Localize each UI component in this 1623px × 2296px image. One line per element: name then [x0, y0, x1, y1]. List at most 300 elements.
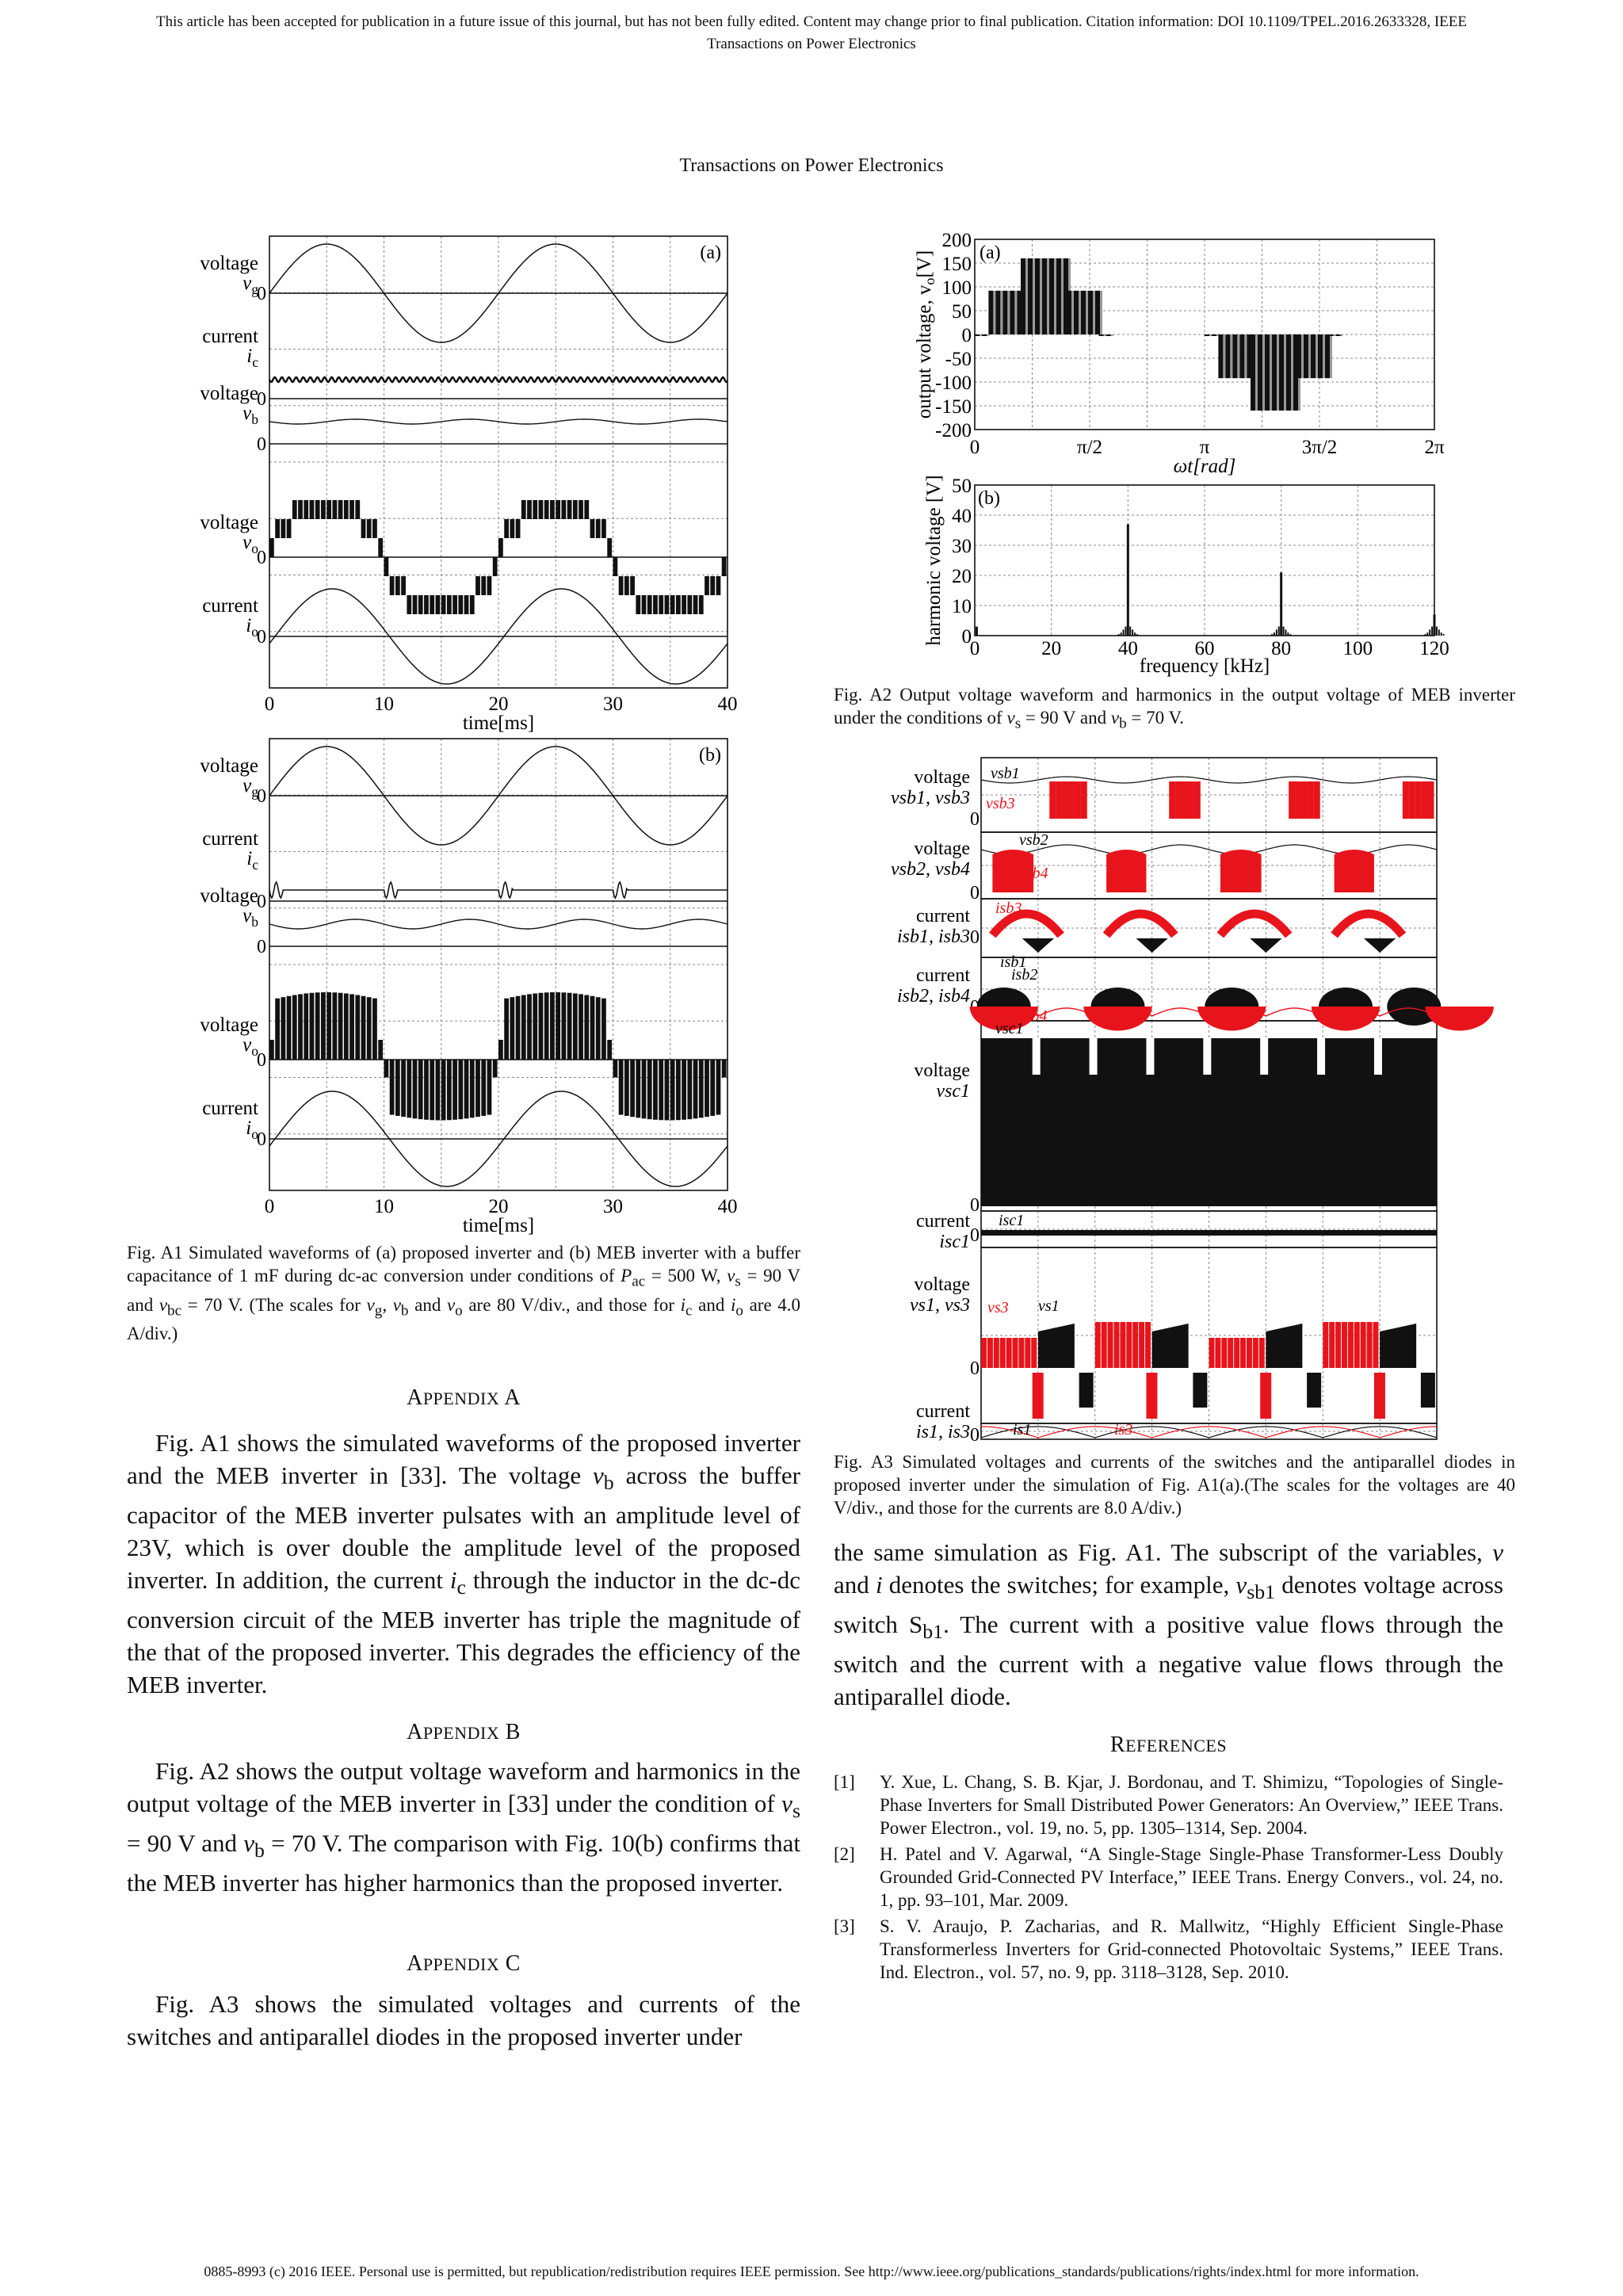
y-tick-label: 40 [952, 506, 972, 527]
caption-text: Fig. A1 Simulated waveforms of (a) proposed inverter and (b) MEB inverter with a buffer capacitance of 1 mF during dc-ac conversion under conditions of [127, 1243, 800, 1286]
a1-vo-pulse [436, 595, 441, 614]
a3-row-symbol: vs1, vs3 [910, 1295, 970, 1316]
zero-tick: 0 [970, 927, 980, 948]
a3-vs3-pulse [1113, 1322, 1119, 1368]
a2a-pulse [1212, 334, 1216, 336]
paragraph-sym: v [1492, 1538, 1503, 1566]
paragraph-text: and [834, 1571, 876, 1599]
y-tick-label: 100 [941, 277, 972, 299]
a1-vo-pulse [682, 1060, 686, 1120]
x-tick-label: 0 [264, 1196, 275, 1217]
a2a-pulse [1318, 334, 1323, 378]
figure-a2-caption [834, 683, 1515, 735]
a2a-pulse [988, 291, 993, 334]
appendix-b-paragraph [127, 1755, 800, 1899]
a1-vo-pulse [384, 1060, 389, 1078]
a1-vo-pulse [401, 1060, 406, 1117]
a2a-pulse-gap [1262, 334, 1265, 411]
a3-vs3-pulse [1139, 1322, 1144, 1368]
a1-vo-pulse [298, 994, 303, 1060]
a3-vs3-pulse [1120, 1322, 1125, 1368]
a1-row-label-symbol: $v_b$ [242, 403, 258, 427]
caption-text: = 500 W, [645, 1266, 727, 1286]
y-tick-label: 10 [952, 596, 972, 617]
a1-vo-pulse [298, 500, 303, 519]
x-axis-label: ωt[rad] [1173, 456, 1236, 477]
a2a-pulse-gap [1330, 334, 1332, 378]
a3-vsb4-block [1106, 850, 1146, 892]
a1-vo-pulse [424, 595, 429, 614]
a1-vo-pulse [269, 538, 274, 557]
y-axis-label: output voltage, $v_o[V]$ [914, 250, 938, 419]
a3-vs1-block [1266, 1324, 1302, 1368]
a2a-pulse [975, 334, 980, 336]
a1-vo-pulse [693, 1060, 698, 1118]
heading-letter: A [504, 1385, 521, 1410]
a1-row-label-quantity: current [202, 595, 258, 617]
a1-row-label-quantity: voltage [200, 885, 258, 907]
a1-row-label-symbol: $v_o$ [242, 1034, 258, 1059]
caption-text: are 4.0 A/div.) [127, 1294, 801, 1344]
paragraph-text: the same simulation as Fig. A1. The subscript of the variables, [834, 1538, 1493, 1566]
paragraph-text: Fig. A1 shows the simulated waveforms of the proposed inverter and the MEB inverter in [33]. The voltage [127, 1429, 800, 1489]
a3-vs3-pulse [1329, 1322, 1335, 1368]
a3-vs3-pulse [1132, 1322, 1138, 1368]
a1-vo-pulse [407, 1060, 411, 1117]
a1-vo-pulse [556, 992, 560, 1060]
a3-vsc1-notch [1033, 1038, 1041, 1075]
a2a-pulse [1010, 291, 1014, 334]
a1-vo-pulse [453, 1060, 457, 1120]
zero-tick: 0 [970, 883, 980, 904]
a2a-pulse [1329, 334, 1334, 336]
heading-first: A [407, 1720, 423, 1744]
a1-vo-pulse [441, 1060, 446, 1120]
paragraph-text: Fig. A2 shows the output voltage waveform and harmonics in the output voltage of the MEB inverter in [33] under the condition of [127, 1757, 800, 1817]
a2a-pulse [1265, 334, 1270, 411]
a1-vo-pulse [710, 1060, 715, 1116]
a1-vo-pulse [361, 519, 366, 538]
a1-vo-pulse [332, 992, 337, 1060]
a1-vo-pulse [601, 519, 606, 538]
a1-vo-pulse [367, 997, 372, 1060]
a1-vo-pulse [475, 1060, 480, 1117]
reference-number: [3] [834, 1916, 855, 1936]
a3-isb3-arc [1335, 914, 1403, 935]
paragraph-sub: sb1 [1247, 1580, 1276, 1604]
a1-vo-pulse [533, 500, 537, 519]
a1-vo-pulse [653, 1060, 658, 1120]
a3-vs3-pulse [1228, 1338, 1233, 1368]
x-tick-label: 80 [1271, 638, 1292, 659]
caption-text: = 70 V. [1126, 708, 1184, 728]
a3-isb1-pulse [1250, 938, 1281, 953]
caption-sub: g [374, 1302, 383, 1320]
a1-vo-pulse [418, 1060, 423, 1119]
a2a-pulse [1205, 334, 1209, 336]
caption-sym: P [621, 1266, 632, 1286]
figure-a2-panel-b [923, 475, 1449, 677]
a1-vo-pulse [510, 519, 514, 538]
figure-a1-panel-b [200, 739, 737, 1236]
a1-vo-pulse [281, 997, 285, 1060]
a1-vo-pulse [344, 500, 349, 519]
x-tick-label: 120 [1419, 638, 1449, 659]
a1-vo-pulse [550, 500, 555, 519]
a3-row-symbol: isb2, isb4 [896, 986, 970, 1007]
figure-a2-plot [903, 231, 1490, 683]
a3-vsc1-notch [1317, 1038, 1325, 1075]
x-tick-label: 20 [488, 1196, 509, 1217]
a3-vs3-pulse [1126, 1322, 1132, 1368]
a2a-pulse [1095, 291, 1100, 334]
a2a-pulse [1088, 291, 1093, 334]
y-tick-label: 150 [941, 254, 972, 275]
a2a-pulse-gap [1316, 334, 1318, 378]
a1-row-label-symbol: $v_g$ [242, 775, 258, 800]
a3-vsc1-notch [1203, 1038, 1211, 1075]
a3-isb1-pulse [1136, 938, 1168, 953]
caption-sym: v [158, 1294, 168, 1315]
caption-sub: s [735, 1273, 741, 1290]
a2a-pulse-gap [1270, 334, 1272, 411]
a1-vo-pulse [504, 999, 509, 1060]
a3-isb3-arc [1106, 914, 1174, 935]
a2a-pulse-gap [1230, 334, 1232, 378]
a1-row-label-quantity: voltage [200, 253, 258, 274]
x-tick-label: 10 [374, 1196, 394, 1217]
a3-row-quantity: voltage [914, 1274, 970, 1295]
a2a-pulse-gap [1209, 334, 1212, 336]
figure-a1 [158, 231, 816, 1238]
a3-vsb3-pulse [1169, 781, 1175, 819]
a1-vo-pulse [269, 1040, 274, 1060]
a1-vo-pulse [413, 1060, 418, 1118]
a1-vo-pulse [504, 519, 509, 538]
a2a-pulse-gap [1341, 334, 1343, 336]
x-tick-label: 0 [264, 693, 275, 715]
a1-vo-pulse [516, 996, 521, 1060]
a3-tag: vsc1 [995, 1020, 1024, 1037]
a1-vo-pulse [332, 500, 337, 519]
zero-tick: 0 [970, 809, 980, 830]
zero-tick: 0 [257, 1129, 266, 1150]
a3-vs3-neg [1146, 1373, 1157, 1419]
a3-tag: vs3 [987, 1299, 1009, 1316]
caption-sub: o [455, 1302, 463, 1320]
a3-isb1-pulse [1364, 938, 1396, 953]
a1-row-label-quantity: voltage [200, 1014, 258, 1036]
paragraph-sym: v [1235, 1571, 1247, 1599]
a3-vsb3-pulse [1409, 781, 1415, 819]
a3-isb4-fill [1312, 1007, 1380, 1030]
a1-vo-pulse [630, 1060, 635, 1117]
a1-vo-pulse [464, 1060, 469, 1118]
a2a-pulse-gap [1255, 334, 1258, 411]
a1-vo-pulse [567, 500, 572, 519]
heading-rest: PPENDIX [422, 1389, 500, 1408]
paragraph-sub: c [456, 1576, 466, 1599]
a2a-pulse [1258, 334, 1262, 411]
a3-vs3-pulse [1259, 1338, 1265, 1368]
reference-number: [2] [834, 1844, 855, 1864]
a3-vs1-neg [1079, 1373, 1094, 1408]
a3-vsb3-pulse [1081, 781, 1087, 819]
a3-tag: isb1 [1000, 953, 1027, 971]
paragraph-sub: s [792, 1799, 800, 1823]
y-axis-label: harmonic voltage [V] [923, 475, 945, 646]
a3-vsb3-pulse [1075, 781, 1081, 819]
x-tick-label: 20 [1041, 638, 1062, 659]
a1-vo-pulse [470, 595, 475, 614]
a3-vsb4-block [1335, 850, 1374, 892]
a2a-pulse [1056, 258, 1061, 334]
caption-sym: v [1110, 708, 1120, 728]
a1-vo-pulse [596, 519, 601, 538]
a1-vo-pulse [705, 576, 709, 595]
a1-vo-pulse [556, 500, 560, 519]
a2a-pulse-gap [1104, 334, 1106, 336]
a1-vo-pulse [705, 1060, 709, 1117]
appendix-c-paragraph-left: Fig. A3 shows the simulated voltages and currents of the switches and antiparallel diodes in the proposed inverter under [127, 1990, 800, 2050]
a1-vo-pulse [367, 519, 372, 538]
paragraph-sym: i [449, 1566, 457, 1595]
caption-text: Fig. A2 Output voltage waveform and harmonics in the output voltage of MEB inverter under the conditions of [834, 685, 1515, 728]
x-tick-label: 10 [374, 693, 394, 715]
a3-vs3-neg [1033, 1373, 1044, 1419]
a1-vo-pulse [275, 999, 280, 1060]
a2a-pulse-gap [1000, 291, 1002, 334]
caption-text: and [692, 1294, 731, 1315]
a2a-pulse-gap [1054, 258, 1056, 334]
a2a-pulse-gap [980, 334, 982, 336]
a1-vo-pulse [687, 1060, 692, 1119]
caption-text: = 90 V and [127, 1266, 800, 1315]
a2a-pulse [1021, 258, 1025, 334]
a2a-pulse-gap [1007, 291, 1010, 334]
a1-row-label-quantity: current [202, 828, 258, 850]
a1-vo-pulse [281, 519, 285, 538]
a1-vo-pulse [624, 576, 629, 595]
a3-vs3-pulse [1234, 1338, 1239, 1368]
a3-vs3-pulse [1006, 1338, 1012, 1368]
a1-vo-pulse [573, 500, 578, 519]
caption-sym: i [731, 1294, 736, 1315]
figure-a3-plot [888, 751, 1506, 1450]
a1-vo-pulse [349, 994, 354, 1060]
a2a-pulse-gap [993, 291, 995, 334]
a1-vo-pulse [521, 995, 526, 1060]
zero-tick: 0 [970, 1425, 980, 1446]
x-tick-label: 100 [1342, 638, 1373, 659]
caption-sub: b [1119, 715, 1127, 732]
a3-vsb3-pulse [1188, 781, 1194, 819]
y-tick-label: 20 [952, 566, 972, 587]
figure-a1-panel-a [200, 236, 737, 734]
a3-row-quantity: current [916, 1401, 970, 1422]
figure-a2-panel-a [914, 231, 1445, 477]
a2a-pulse-gap [1323, 334, 1325, 378]
a3-isb4-fill [1197, 1007, 1266, 1030]
y-tick-label: 30 [952, 536, 972, 557]
a1-vo-pulse [321, 992, 326, 1060]
a1-vo-pulse [430, 595, 434, 614]
a1-vo-pulse [464, 595, 469, 614]
reference-text: S. V. Araujo, P. Zacharias, and R. Mallwitz, “Highly Efficient Single-Phase Transformerless Inverters for Grid-connected Photovoltaic Systems,” IEEE Trans. Ind. Electron., vol. 57, no. 9, pp. 3118–3128, Sep. 2010. [880, 1916, 1503, 1982]
panel-label: (a) [980, 243, 1001, 263]
a1-vo-pulse [510, 997, 514, 1060]
a1-vo-pulse [682, 595, 686, 614]
a3-vsb3-pulse [1194, 781, 1201, 819]
a1-row-label-symbol: $i_c$ [246, 848, 258, 873]
a2a-pulse [1232, 334, 1237, 378]
a3-vs3-pulse [1323, 1322, 1328, 1368]
zero-tick: 0 [257, 284, 266, 304]
zero-tick: 0 [970, 1225, 980, 1246]
a1-vo-pulse [539, 500, 544, 519]
a3-tag: vsb2 [1019, 831, 1048, 849]
publication-banner [0, 11, 1623, 55]
appendix-b-heading [127, 1720, 800, 1745]
a3-tag: vsb3 [986, 795, 1015, 812]
a1-vo-pulse [636, 595, 640, 614]
a1-vo-pulse [642, 595, 647, 614]
x-tick-label: 0 [969, 437, 980, 458]
a2a-pulse-gap [1100, 291, 1102, 334]
a1-vo-pulse [401, 576, 406, 595]
a2a-pulse [1049, 258, 1054, 334]
y-tick-label: 50 [952, 476, 972, 497]
a1-vo-pulse [659, 1060, 663, 1120]
a1-vo-pulse [573, 993, 578, 1060]
y-tick-label: -50 [945, 349, 972, 370]
a1-vo-pulse [361, 996, 366, 1060]
a2a-pulse [1325, 334, 1330, 378]
a1-vo-pulse [310, 500, 315, 519]
a3-vs3-pulse [1354, 1322, 1360, 1368]
a1-vo-pulse [613, 1060, 618, 1078]
a3-vs1-block [1380, 1324, 1416, 1368]
a1-vo-pulse [292, 500, 297, 519]
a1-vo-pulse [327, 992, 331, 1060]
paragraph-text: across the buffer capacitor of the MEB inverter pulsates with an amplitude level of 23V, which is over double the amplitude level of the proposed inverter. In addition, the current [127, 1461, 800, 1595]
x-axis-label: time[ms] [462, 1215, 535, 1236]
a1-vo-pulse [561, 500, 566, 519]
a3-vs3-pulse [1145, 1322, 1151, 1368]
x-tick-label: 20 [488, 693, 509, 715]
reference-text: H. Patel and V. Agarwal, “A Single-Stage Single-Phase Transformer-Less Doubly Grounded Grid-Connected PV Interface,” IEEE Trans. Energy Convers., vol. 24, no. 1, pp. 93–101, Mar. 2009. [880, 1844, 1503, 1910]
a3-row-symbol: vsb2, vsb4 [891, 859, 970, 880]
a1-vo-pulse [390, 1060, 395, 1115]
a1-vo-pulse [607, 1040, 612, 1060]
a3-tag: vs1 [1038, 1297, 1060, 1315]
a1-vo-pulse [670, 595, 675, 614]
caption-sub: b [400, 1302, 409, 1320]
a2a-pulse-gap [1086, 291, 1088, 334]
a3-vs3-pulse [1000, 1338, 1006, 1368]
zero-tick: 0 [257, 786, 266, 807]
heading-first: A [407, 1951, 423, 1976]
a3-isb4-fill [1426, 1007, 1494, 1030]
a1-vo-pulse [567, 993, 572, 1060]
a1-vo-pulse [390, 576, 395, 595]
a3-vsb3-pulse [1415, 781, 1422, 819]
caption-sub: s [1014, 715, 1022, 732]
heading-rest: PPENDIX [422, 1723, 500, 1743]
a3-vsb3-pulse [1314, 781, 1320, 819]
a2a-pulse [1002, 291, 1007, 334]
a1-vo-pulse [378, 1040, 383, 1060]
a2a-pulse [1311, 334, 1316, 378]
a3-tag: isb3 [995, 900, 1022, 917]
a1-vo-pulse [676, 595, 681, 614]
a3-tag: is1 [1013, 1421, 1032, 1438]
a1-vo-pulse [619, 1060, 624, 1115]
a2a-pulse [1035, 258, 1040, 334]
heading-letter: C [505, 1951, 521, 1976]
a3-vsb3-pulse [1422, 781, 1428, 819]
a3-vs3-pulse [1013, 1338, 1018, 1368]
a2a-pulse [1218, 334, 1223, 378]
a3-isb4-fill [1083, 1007, 1151, 1030]
a3-vsb3-pulse [1301, 781, 1308, 819]
a1-row-label-symbol: $i_o$ [246, 615, 258, 640]
paragraph-sym: v [593, 1461, 604, 1489]
zero-tick: 0 [970, 1358, 980, 1379]
appendix-c-heading [127, 1951, 800, 1977]
caption-sym: v [392, 1294, 401, 1315]
a1-vo-pulse [338, 993, 343, 1060]
a3-vs1-neg [1307, 1373, 1321, 1408]
a1-vo-pulse [475, 576, 480, 595]
a2a-pulse-gap [1014, 291, 1017, 334]
a3-row-symbol: is1, is3 [915, 1422, 970, 1442]
reference-number: [1] [834, 1772, 855, 1792]
a2a-pulse [1106, 334, 1111, 336]
caption-sym: v [366, 1294, 375, 1315]
a2a-pulse [1336, 334, 1341, 336]
a2a-pulse-gap [1047, 258, 1049, 334]
a1-vo-pulse [665, 1060, 670, 1120]
a2a-pulse-gap [1237, 334, 1239, 378]
a1-vo-pulse [315, 500, 320, 519]
heading-rest: EFERENCES [1125, 1736, 1228, 1755]
a2a-pulse-gap [1040, 258, 1042, 334]
a1-row-label-quantity: current [202, 1098, 258, 1119]
a3-vs3-pulse [1240, 1338, 1246, 1368]
a2a-pulse [1296, 334, 1301, 378]
a2a-pulse [1251, 334, 1255, 411]
a1-vo-pulse [699, 1060, 704, 1117]
a3-isb1-pulse [1022, 938, 1054, 953]
a1-vo-pulse [516, 519, 521, 538]
a1-vo-pulse [607, 538, 612, 557]
zero-tick: 0 [257, 389, 266, 410]
running-head: Transactions on Power Electronics [679, 155, 944, 176]
a3-vs3-pulse [994, 1338, 999, 1368]
a1-vo-pulse [470, 1060, 475, 1117]
a3-isb3-arc [992, 914, 1060, 935]
a3-tag: isb2 [1011, 966, 1038, 984]
zero-tick: 0 [257, 1050, 266, 1071]
y-tick-label: -200 [935, 420, 972, 441]
paragraph-text: denotes the switches; for example, [882, 1571, 1236, 1599]
a3-vsb3-pulse [1068, 781, 1075, 819]
a3-vs3-pulse [1367, 1322, 1373, 1368]
a2a-pulse-gap [1033, 258, 1035, 334]
a3-vs3-pulse [1025, 1338, 1030, 1368]
a1-vo-pulse [441, 595, 446, 614]
